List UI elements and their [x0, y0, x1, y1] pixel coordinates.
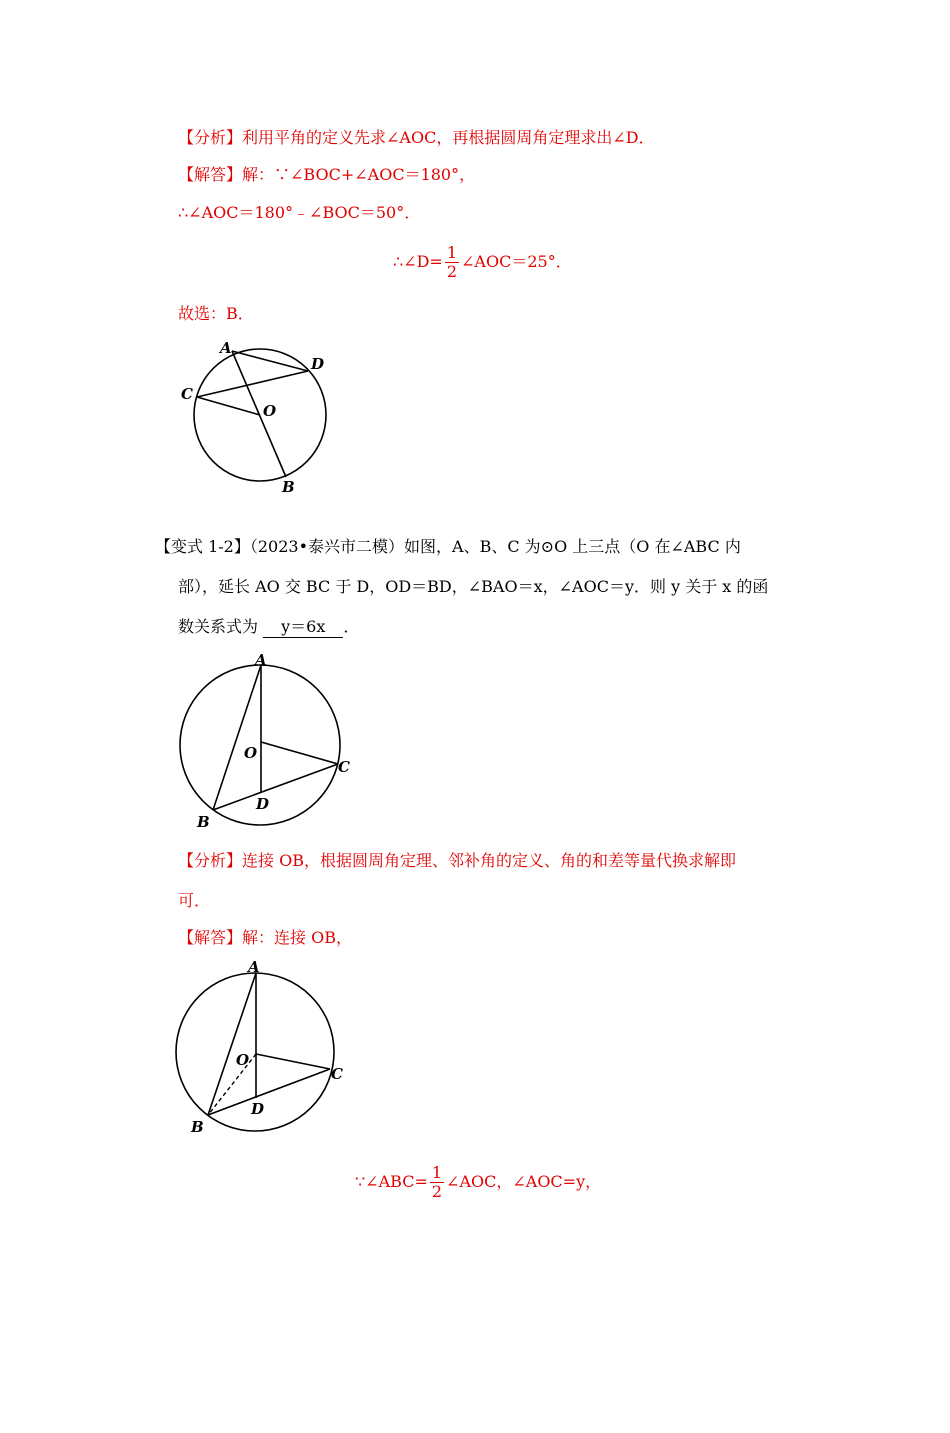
fig3-segment-oc — [256, 1054, 330, 1069]
analysis-tag: 【分析】 — [178, 128, 243, 147]
fig2-segment-ab — [213, 665, 261, 810]
answer-2-tag: 【解答】 — [178, 928, 243, 947]
fig1-label-o: O — [263, 402, 277, 420]
analysis-text: 利用平角的定义先求∠AOC，再根据圆周角定理求出∠D． — [242, 128, 655, 147]
answer-2-text: 解：连接 OB， — [242, 928, 352, 947]
figure-2-circle-diagram — [175, 650, 365, 835]
fig3-segment-ab — [208, 973, 256, 1115]
fig2-label-c: C — [338, 758, 350, 776]
analysis-2-line-1 — [178, 851, 736, 871]
fig1-label-b: B — [282, 478, 295, 496]
fig2-label-b: B — [197, 813, 210, 831]
figure-3-circle-diagram — [170, 955, 360, 1140]
answer-line-1 — [178, 165, 475, 185]
final-line — [355, 1162, 601, 1202]
fig3-label-c: C — [331, 1065, 343, 1083]
question-line-2: 部），延长 AO 交 BC 于 D，OD＝BD，∠BAO＝x，∠AOC＝y．则 y 关于 x 的函 — [178, 577, 769, 596]
choice-line: 故选：B． — [178, 304, 254, 323]
question-line-3-post: ． — [343, 617, 360, 636]
fig2-segment-oc — [261, 742, 338, 764]
question-line-3-pre: 数关系式为 — [178, 617, 259, 636]
fig2-label-a: A — [255, 651, 267, 669]
fig1-segment-cd — [197, 371, 308, 397]
fraction-half — [445, 244, 459, 281]
answer-tag: 【解答】 — [178, 165, 243, 184]
fraction-2-denominator: 2 — [431, 1182, 443, 1201]
answer-line-3 — [393, 242, 572, 282]
fig1-segment-co — [197, 397, 260, 415]
fraction-numerator: 1 — [446, 243, 458, 262]
analysis-2-tag: 【分析】 — [178, 851, 243, 870]
analysis-2-line-2: 可． — [178, 891, 211, 910]
answer-line-3-pre: ∴∠D= — [393, 252, 443, 271]
fig2-label-o: O — [244, 744, 258, 762]
question-text-1: （2023•泰兴市二模）如图，A、B、C 为⊙O 上三点（O 在∠ABC 内 — [249, 537, 741, 556]
fig1-label-c: C — [181, 385, 193, 403]
analysis-2-text: 连接 OB，根据圆周角定理、邻补角的定义、角的和差等量代换求解即 — [242, 851, 736, 870]
fig2-segment-bc — [213, 764, 338, 810]
question-title: 【变式 1-2】 — [155, 537, 250, 556]
figure-1-circle-diagram — [170, 335, 350, 505]
fig3-label-a: A — [248, 958, 260, 976]
final-post: ∠AOC，∠AOC=y， — [446, 1172, 602, 1191]
fraction-half-2 — [430, 1164, 444, 1201]
analysis-line-1 — [178, 128, 655, 148]
fraction-2-numerator: 1 — [431, 1163, 443, 1182]
answer-blank: y＝6x — [263, 617, 343, 638]
fig1-label-d: D — [311, 355, 325, 373]
fig3-label-o: O — [236, 1051, 250, 1069]
question-line-1 — [155, 537, 741, 557]
fig2-label-d: D — [256, 795, 270, 813]
answer-2-line-1 — [178, 928, 352, 948]
fig3-label-b: B — [191, 1118, 204, 1136]
answer-text: 解：∵∠BOC+∠AOC＝180°， — [242, 165, 476, 184]
fig3-label-d: D — [251, 1100, 265, 1118]
answer-line-2: ∴∠AOC＝180°﹣∠BOC＝50°． — [178, 203, 421, 222]
fraction-denominator: 2 — [446, 262, 458, 281]
answer-line-3-post: ∠AOC＝25°． — [461, 252, 572, 271]
question-line-3 — [178, 617, 359, 638]
fig1-label-a: A — [220, 339, 232, 357]
final-pre: ∵∠ABC= — [355, 1172, 428, 1191]
